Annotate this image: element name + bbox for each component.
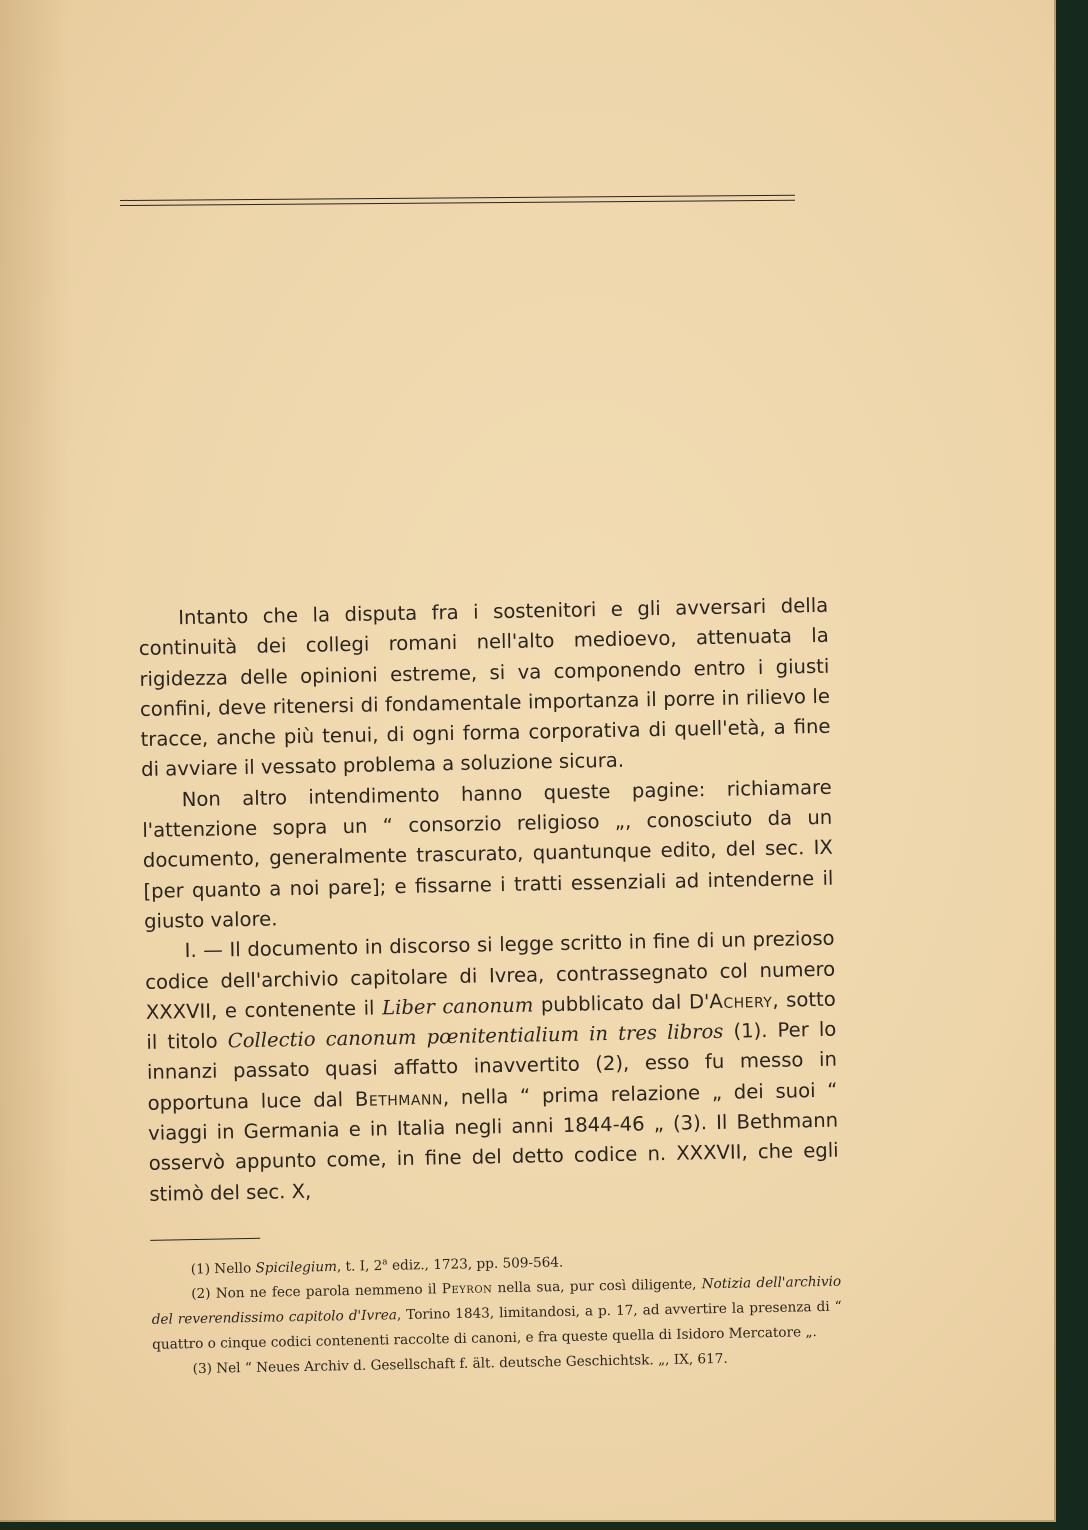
paragraph-1: Intanto che la disputa fra i sostenitori e gli avversari della continuità dei collegi romani nell'alto medioevo, attenuata la rigidezza delle opinioni estreme, si va componendo entro i giusti confini, deve ritenersi di fondamentale importanza il porre in rilievo le tracce, anche più tenui, di ogni forma corporativa di quell'età, a fine di avviare il vessato problema a soluzione sicura. [138, 593, 831, 782]
author-peyron: Peyron [441, 1280, 493, 1298]
body-text [138, 591, 843, 1384]
footnotes [150, 1242, 842, 1384]
header-double-rule [120, 195, 795, 206]
gutter-shadow [0, 0, 70, 1522]
footnote-2: (2) Non ne fece parola nemmeno il Peyron nella sua, pur così diligente, Notizia dell'archivio del reverendissimo capitolo d'Ivrea, Torino 1843, limitandosi, a p. 17, ad avvertire la presenza di “ quattro o cinque codici contenenti raccolte di canoni, e fra queste quella di Isidoro Mercatore „. [151, 1274, 842, 1354]
footnote-3: (3) Nel “ Neues Archiv d. Gesellschaft f. ält. deutsche Geschichtsk. „, IX, 617. [192, 1351, 728, 1378]
liber-canonum-title: Liber canonum [381, 993, 534, 1020]
author-bethmann: Bethmann [354, 1085, 444, 1111]
author-achery: Achery [709, 988, 773, 1013]
paragraph-2: Non altro intendimento hanno queste pagine: richiamare l'attenzione sopra un “ consorzio religioso „, conosciuto da un documento, generalmente trascurato, quantunque edito, del sec. IX [per quanto a noi pare]; e fissarne i tratti essenziali ad intenderne il giusto valore. [142, 775, 834, 933]
footnote-separator [150, 1238, 260, 1241]
collectio-title: Collectio canonum pœnitentialium in tres libros [227, 1019, 724, 1053]
paragraph-3: I. — Il documento in discorso si legge scritto in fine di un prezioso codice dell'archivio capitolare di Ivrea, contrassegnato col numero XXXVII, e contenente il Liber canonum pubblicato dal D'Achery, sotto il titolo Collectio canonum pœnitentialium in tres libros (1). Per lo innanzi passato quasi affatto inavvertito (2), esso fu messo in opportuna luce dal Bethmann, nella “ prima relazione „ dei suoi “ viaggi in Germania e in Italia negli anni 1844-46 „ (3). Il Bethmann osservò appunto come, in fine del detto codice n. XXXVII, che egli stimò del sec. X, [145, 926, 839, 1206]
footnote-1: (1) Nello Spicilegium, t. I, 2$^a$ ediz., 1723, pp. 509-564. [190, 1254, 564, 1278]
